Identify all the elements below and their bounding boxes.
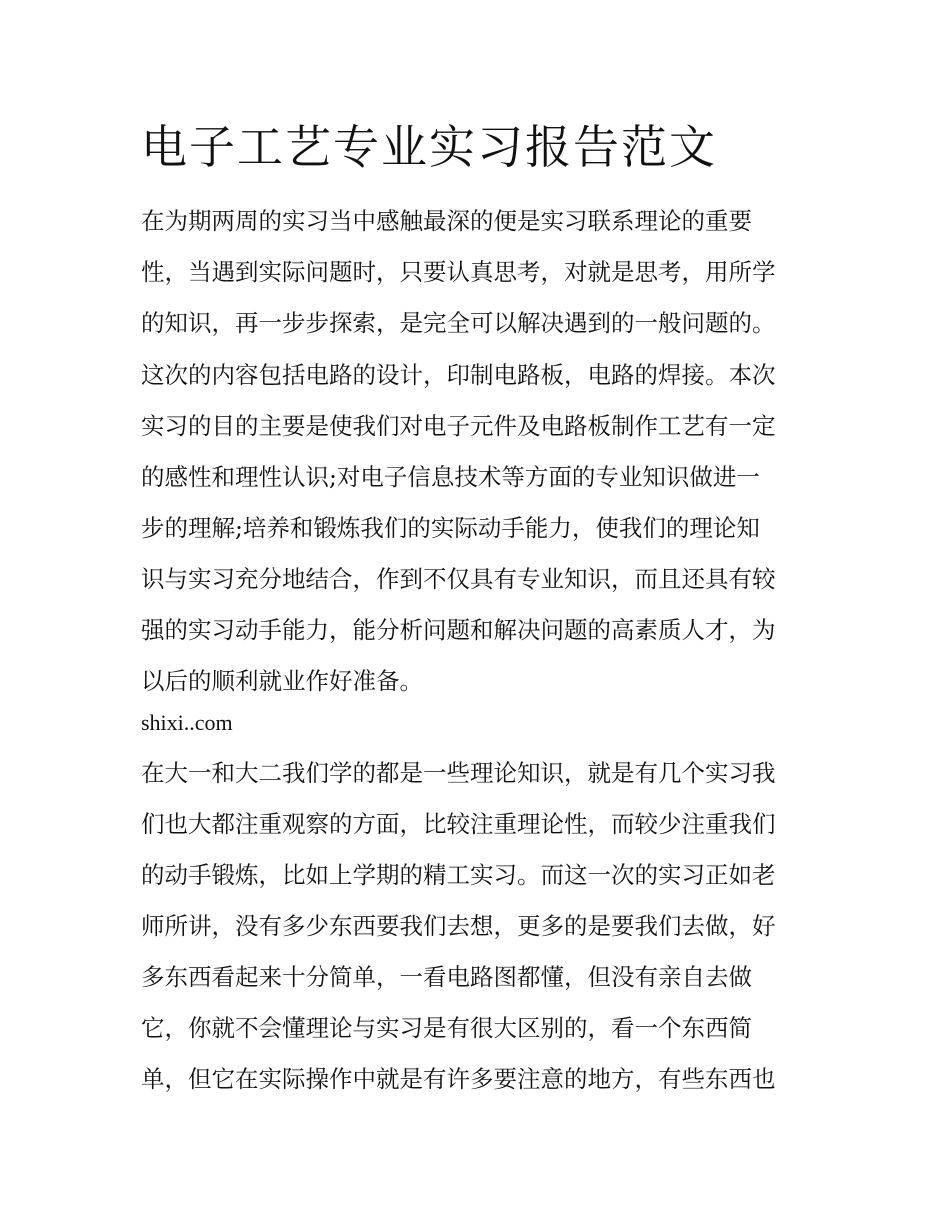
paragraph-line: 它，你就不会懂理论与实习是有很大区别的，看一个东西简 bbox=[141, 1014, 752, 1042]
site-text: shixi..com bbox=[141, 710, 233, 735]
paragraph-line: 的知识，再一步步探索，是完全可以解决遇到的一般问题的。 bbox=[141, 309, 776, 337]
paragraph-line: 们也大都注重观察的方面，比较注重理论性，而较少注重我们 bbox=[141, 810, 776, 838]
paragraph-line: 师所讲，没有多少东西要我们去想，更多的是要我们去做，好 bbox=[141, 912, 776, 940]
paragraph-line: 识与实习充分地结合，作到不仅具有专业知识，而且还具有较 bbox=[141, 565, 776, 593]
paragraph-line: 强的实习动手能力，能分析问题和解决问题的高素质人才，为 bbox=[141, 616, 776, 644]
paragraph-line: 的动手锻炼，比如上学期的精工实习。而这一次的实习正如老 bbox=[141, 861, 776, 889]
paragraph-line: 多东西看起来十分简单，一看电路图都懂，但没有亲自去做 bbox=[141, 963, 752, 991]
paragraph-line: 在大一和大二我们学的都是一些理论知识，就是有几个实习我 bbox=[141, 759, 776, 787]
paragraph-line: 这次的内容包括电路的设计，印制电路板，电路的焊接。本次 bbox=[141, 361, 776, 389]
paragraph-line: 实习的目的主要是使我们对电子元件及电路板制作工艺有一定 bbox=[141, 412, 776, 440]
paragraph-line: 的感性和理性认识;对电子信息技术等方面的专业知识做进一 bbox=[141, 463, 760, 491]
paragraph-line: 步的理解;培养和锻炼我们的实际动手能力，使我们的理论知 bbox=[141, 514, 760, 542]
paragraph-line: 性，当遇到实际问题时，只要认真思考，对就是思考，用所学 bbox=[141, 258, 776, 286]
paragraph-line: 以后的顺利就业作好准备。 bbox=[141, 667, 423, 695]
paragraph-line: 单，但它在实际操作中就是有许多要注意的地方，有些东西也 bbox=[141, 1065, 776, 1093]
page-title: 电子工艺专业实习报告范文 bbox=[141, 120, 717, 174]
paragraph-line: 在为期两周的实习当中感触最深的便是实习联系理论的重要 bbox=[141, 207, 752, 235]
